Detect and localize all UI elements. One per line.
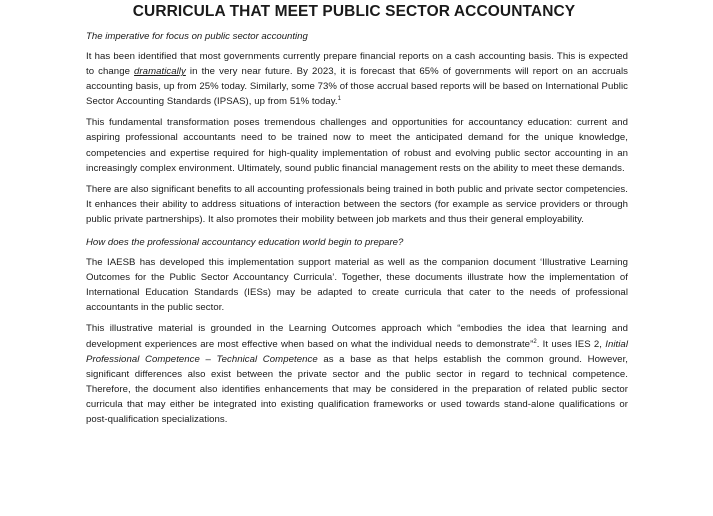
paragraph-5-text-b: . It uses IES 2, <box>536 338 606 350</box>
paragraph-5-italic-title: Initial Professional Competence – Technical Competence <box>86 338 628 365</box>
section-heading-prepare: How does the professional accountancy education world begin to prepare? <box>86 237 404 249</box>
document-page <box>86 0 628 427</box>
paragraph-1-emphasis: dramatically <box>134 66 186 78</box>
page-title: CURRICULA THAT MEET PUBLIC SECTOR ACCOUNTANCY <box>132 3 576 20</box>
section-heading-imperative: The imperative for focus on public sector accounting <box>86 31 308 42</box>
paragraph-5 <box>86 321 628 427</box>
paragraph-1-text-a: It has been identified that most governments currently prepare financial reports on a cash accounting basis. This is expected to change <box>86 51 628 78</box>
footnote-ref-1[interactable]: 1 <box>337 96 341 103</box>
paragraph-1-text-b: in the very near future. By 2023, it is forecast that 65% of governments will report on an accruals accounting basis, up from 25% today. Similarly, some 73% of those accrual based reports will be based on International Public Sector Accounting Standards (IPSAS), up from 51% today. <box>86 66 628 108</box>
paragraph-5-text-c: as a base as that helps establish the common ground. However, significant differences also exist between the private sector and the public sector in regard to technical competence. Therefore, the document also identifies enhancements that may be considered in the preparation of related public sector curricula that may either be integrated into existing qualification frameworks or used towards stand-alone qualifications or post-qualification specializations. <box>86 353 628 425</box>
footnote-ref-2[interactable]: 2 <box>533 338 537 345</box>
paragraph-2: This fundamental transformation poses tremendous challenges and opportunities for accountancy education: current and aspiring professional accountants need to be trained now to meet the anticipated demand for the unique knowledge, competencies and expertise required for high-quality implementation of robust and evolving public sector accounting in an increasingly complex environment. Ultimately, sound public financial management rests on the ability to meet these demands. <box>86 117 628 174</box>
paragraph-5-text-a: This illustrative material is grounded in the Learning Outcomes approach which “embodies the idea that learning and development experiences are most effective when based on what the individual needs to demonstrate” <box>86 323 628 350</box>
paragraph-1 <box>86 49 628 109</box>
paragraph-3: There are also significant benefits to all accounting professionals being trained in both public and private sector competencies. It enhances their ability to address situations of interaction between the sectors (for example as service providers or through public private partnerships). It also promotes their mobility between job markets and thus their general employability. <box>86 183 628 225</box>
paragraph-4: The IAESB has developed this implementation support material as well as the companion document ‘Illustrative Learning Outcomes for the Public Sector Accountancy Curricula’. Together, these documents illustrate how the implementation of International Education Standards (IESs) may be adapted to create curricula that cater to the needs of professional accountants in the public sector. <box>86 257 628 314</box>
